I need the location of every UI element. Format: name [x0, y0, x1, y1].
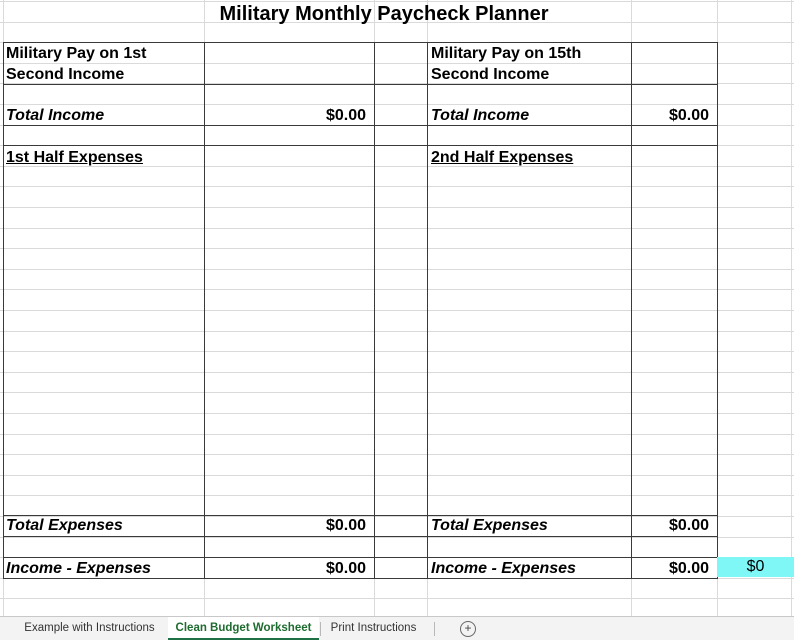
right-total-expenses-label: Total Expenses — [431, 517, 548, 534]
gridline — [427, 42, 718, 43]
left-net-value: $0.00 — [325, 560, 366, 577]
left-total-expenses-label: Total Expenses — [6, 517, 123, 534]
gridline — [0, 475, 794, 476]
gridline — [0, 207, 794, 208]
gridline — [3, 536, 718, 537]
gridline — [0, 351, 794, 352]
gridline — [0, 372, 794, 373]
gridline — [791, 0, 792, 616]
gridline — [0, 392, 794, 393]
gridline — [0, 228, 794, 229]
tab-clean-budget-worksheet[interactable]: Clean Budget Worksheet — [168, 617, 319, 640]
right-expenses-header: 2nd Half Expenses — [431, 149, 574, 166]
gridline — [3, 42, 4, 578]
gridline — [3, 42, 428, 43]
gridline — [374, 42, 375, 578]
left-second-income-label: Second Income — [6, 66, 125, 83]
right-net-label: Income - Expenses — [431, 560, 576, 577]
right-total-expenses-value: $0.00 — [668, 517, 709, 534]
plus-circle-icon[interactable]: + — [460, 621, 476, 637]
gridline — [0, 434, 794, 435]
left-total-expenses-value: $0.00 — [325, 517, 366, 534]
gridline — [427, 42, 428, 578]
monthly-net-value: $0 — [746, 558, 765, 575]
right-total-income-value: $0.00 — [668, 107, 709, 124]
sheet-title: Military Monthly Paycheck Planner — [219, 3, 549, 25]
left-pay-label: Military Pay on 1st — [6, 45, 147, 62]
tab-example-with-instructions[interactable]: Example with Instructions — [24, 622, 155, 634]
gridline — [0, 331, 794, 332]
gridline — [0, 104, 794, 105]
gridline — [3, 557, 718, 558]
right-second-income-label: Second Income — [431, 66, 550, 83]
left-total-income-value: $0.00 — [325, 107, 366, 124]
gridline — [0, 186, 794, 187]
gridline — [717, 42, 718, 578]
gridline — [0, 289, 794, 290]
gridline — [3, 145, 718, 146]
left-net-label: Income - Expenses — [6, 560, 151, 577]
gridline — [0, 598, 794, 599]
gridline — [0, 310, 794, 311]
gridline — [0, 248, 794, 249]
left-total-income-label: Total Income — [6, 107, 105, 124]
gridline — [0, 495, 794, 496]
left-expenses-header: 1st Half Expenses — [6, 149, 143, 166]
gridline — [0, 269, 794, 270]
sheet-tab-bar — [0, 616, 794, 640]
right-net-value: $0.00 — [668, 560, 709, 577]
gridline — [0, 537, 794, 538]
right-total-income-label: Total Income — [431, 107, 530, 124]
gridline — [0, 413, 794, 414]
right-pay-label: Military Pay on 15th — [431, 45, 582, 62]
tab-print-instructions[interactable]: Print Instructions — [330, 622, 417, 634]
tab-separator — [434, 622, 435, 636]
gridline — [0, 454, 794, 455]
